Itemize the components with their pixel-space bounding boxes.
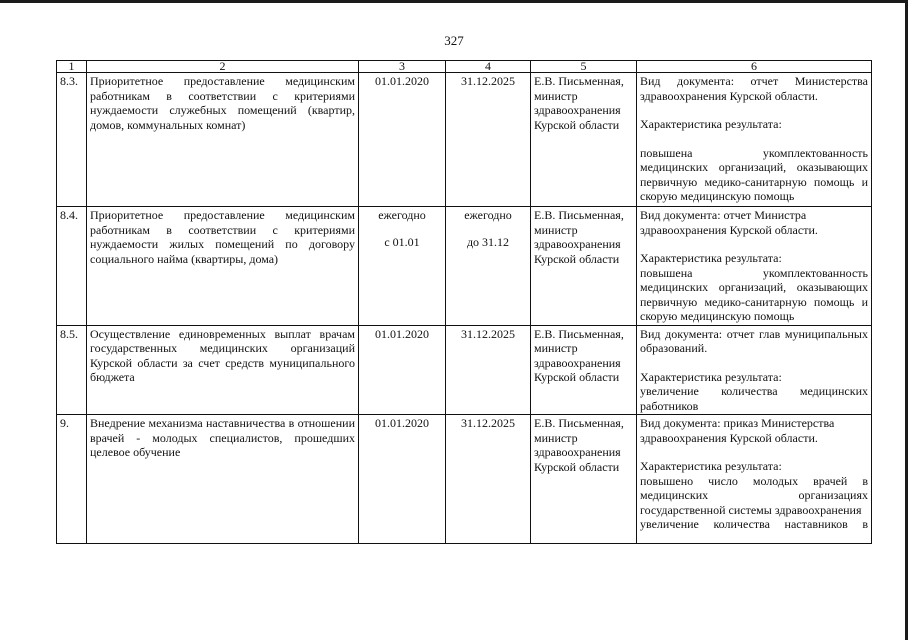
activity-text: Осуществление единовременных выплат врачам государственных медицинских организаций Курской области за счет средств муниципального бюджета [87, 325, 359, 415]
page-number: 327 [444, 33, 464, 48]
result-description: повышено число молодых врачей в медицинских организациях государственной системы здравоохранения [640, 473, 868, 517]
result-description: увеличение количества медицинских работников [640, 384, 868, 413]
measures-table [56, 60, 872, 544]
start-date: с 01.01 [384, 234, 420, 249]
start-date-cell [359, 207, 446, 326]
row-number: 8.4. [57, 207, 87, 326]
result-cell [637, 415, 872, 544]
responsible-person: Е.В. Письменная, министр здравоохранения Курской области [531, 415, 637, 544]
column-header: 5 [531, 61, 637, 73]
responsible-person: Е.В. Письменная, министр здравоохранения Курской области [531, 207, 637, 326]
responsible-person: Е.В. Письменная, министр здравоохранения Курской области [531, 325, 637, 415]
table-row [57, 415, 872, 544]
result-document: Вид документа: отчет Министра здравоохранения Курской области. [640, 208, 818, 237]
result-cell [637, 73, 872, 207]
end-frequency: ежегодно [464, 208, 512, 222]
table-header-row [57, 61, 872, 73]
scan-border-top [0, 0, 908, 3]
column-header: 3 [359, 61, 446, 73]
result-label: Характеристика результата: [640, 251, 782, 265]
row-number: 8.3. [57, 73, 87, 207]
result-description: повышена укомплектованность медицинских организаций, оказывающих первичную медико-санитарную помощь и скорую медицинскую помощь [640, 145, 868, 203]
column-header: 2 [87, 61, 359, 73]
result-cell [637, 207, 872, 326]
result-label: Характеристика результата: [640, 117, 782, 131]
end-date: до 31.12 [466, 234, 510, 249]
result-cell [637, 325, 872, 415]
activity-text: Внедрение механизма наставничества в отношении врачей - молодых специалистов, прошедших целевое обучение [87, 415, 359, 544]
table-row [57, 325, 872, 415]
end-date: 31.12.2025 [446, 73, 531, 207]
row-number: 8.5. [57, 325, 87, 415]
start-date: 01.01.2020 [359, 73, 446, 207]
activity-text: Приоритетное предоставление медицинским работникам в соответствии с критериями нуждаемости жилых помещений по договору социального найма (квартиры, дома) [87, 207, 359, 326]
start-date: 01.01.2020 [359, 415, 446, 544]
column-header: 6 [637, 61, 872, 73]
result-description-continued: увеличение количества наставников в [640, 517, 868, 531]
table-row [57, 207, 872, 326]
result-label: Характеристика результата: [640, 459, 782, 473]
result-document: Вид документа: отчет Министерства здравоохранения Курской области. [640, 74, 868, 103]
end-date: 31.12.2025 [446, 415, 531, 544]
column-header: 1 [57, 61, 87, 73]
end-date: 31.12.2025 [446, 325, 531, 415]
row-number: 9. [57, 415, 87, 544]
start-date: 01.01.2020 [359, 325, 446, 415]
column-header: 4 [446, 61, 531, 73]
result-label: Характеристика результата: [640, 369, 782, 384]
table-row [57, 73, 872, 207]
end-date-cell [446, 207, 531, 326]
result-description: повышена укомплектованность медицинских организаций, оказывающих первичную медико-санитарную помощь и скорую медицинскую помощь [640, 265, 868, 323]
result-document: Вид документа: приказ Министерства здравоохранения Курской области. [640, 416, 835, 445]
activity-text: Приоритетное предоставление медицинским работникам в соответствии с критериями нуждаемости служебных помещений (квартир, домов, коммунальных комнат) [87, 73, 359, 207]
responsible-person: Е.В. Письменная, министр здравоохранения Курской области [531, 73, 637, 207]
result-document: Вид документа: отчет глав муниципальных образований. [640, 326, 868, 355]
start-frequency: ежегодно [378, 208, 426, 222]
